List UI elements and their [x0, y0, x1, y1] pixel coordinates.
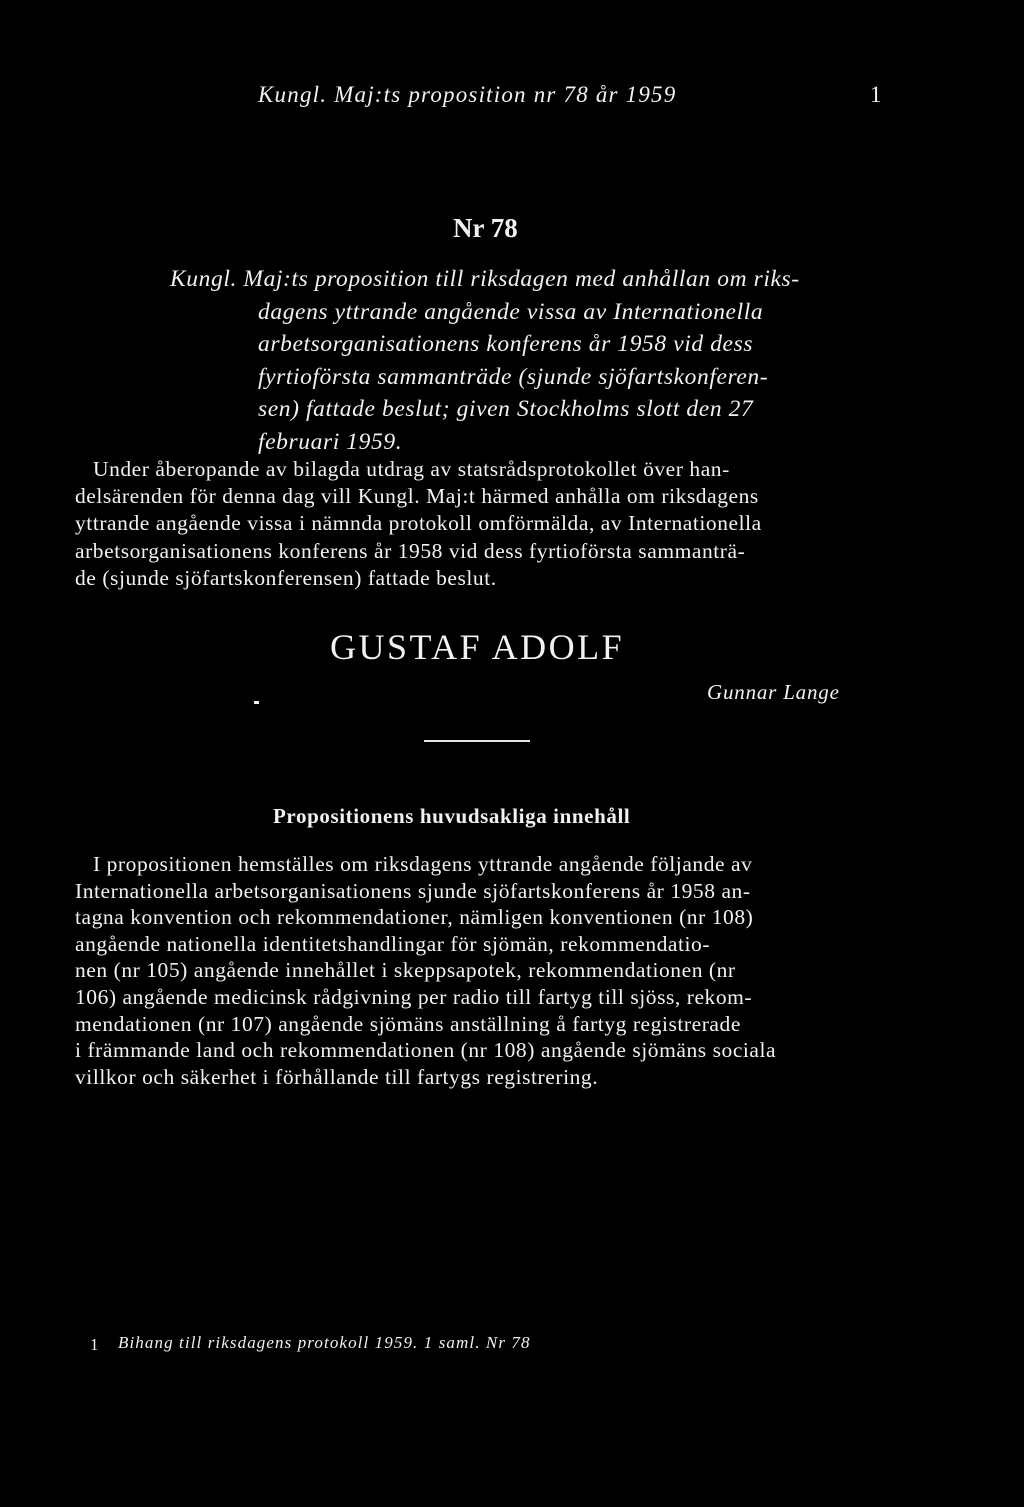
page-number: 1	[870, 82, 882, 107]
summary-line: villkor och säkerhet i förhållande till fartygs registrering.	[75, 1064, 599, 1089]
body-line: de (sjunde sjöfartskonferensen) fattade beslut.	[75, 565, 497, 590]
summary-paragraph	[75, 851, 955, 1090]
title-line: fyrtioförsta sammanträde (sjunde sjöfartskonferen-	[258, 363, 769, 390]
body-line: delsärenden för denna dag vill Kungl. Maj:t härmed anhålla om riksdagens	[75, 484, 759, 509]
summary-line: Internationella arbetsorganisationens sjunde sjöfartskonferens år 1958 an-	[75, 878, 751, 903]
summary-line: angående nationella identitetshandlingar för sjömän, rekommendatio-	[75, 931, 711, 956]
summary-line: I propositionen hemställes om riksdagens yttrande angående följande av	[93, 852, 753, 876]
title-line: februari 1959.	[258, 428, 403, 455]
dash-mark	[254, 701, 259, 704]
summary-line: 106) angående medicinsk rådgivning per radio till fartyg till sjöss, rekom-	[75, 984, 753, 1009]
section-divider	[424, 740, 530, 742]
title-line: Kungl. Maj:ts proposition till riksdagen med anhållan om riks-	[170, 266, 800, 292]
title-line: arbetsorganisationens konferens år 1958 vid dess	[258, 331, 754, 358]
body-line: yttrande angående vissa i nämnda protokoll omförmälda, av Internationella	[75, 511, 762, 536]
proposition-number: Nr 78	[453, 213, 518, 243]
title-line: dagens yttrande angående vissa av Internationella	[258, 298, 764, 325]
body-line: arbetsorganisationens konferens år 1958 vid dess fyrtioförsta sammanträ-	[75, 538, 746, 563]
summary-line: i främmande land och rekommendationen (nr 108) angående sjömäns sociala	[75, 1038, 777, 1063]
running-head: Kungl. Maj:ts proposition nr 78 år 1959	[258, 82, 677, 107]
body-paragraph	[75, 456, 950, 592]
king-signature: GUSTAF ADOLF	[330, 627, 625, 667]
summary-line: tagna konvention och rekommendationer, nämligen konventionen (nr 108)	[75, 905, 754, 930]
proposition-title	[170, 263, 892, 459]
summary-heading: Propositionens huvudsakliga innehåll	[273, 804, 631, 828]
footnote-marker: 1	[90, 1335, 99, 1354]
title-line: sen) fattade beslut; given Stockholms slott den 27	[258, 396, 754, 423]
summary-line: nen (nr 105) angående innehållet i skeppsapotek, rekommendationen (nr	[75, 958, 736, 983]
minister-signature: Gunnar Lange	[707, 680, 840, 704]
footnote-text: Bihang till riksdagens protokoll 1959. 1 saml. Nr 78	[118, 1333, 531, 1352]
summary-line: mendationen (nr 107) angående sjömäns anställning å fartyg registrerade	[75, 1011, 741, 1036]
body-line: Under åberopande av bilagda utdrag av statsrådsprotokollet över han-	[93, 457, 730, 481]
